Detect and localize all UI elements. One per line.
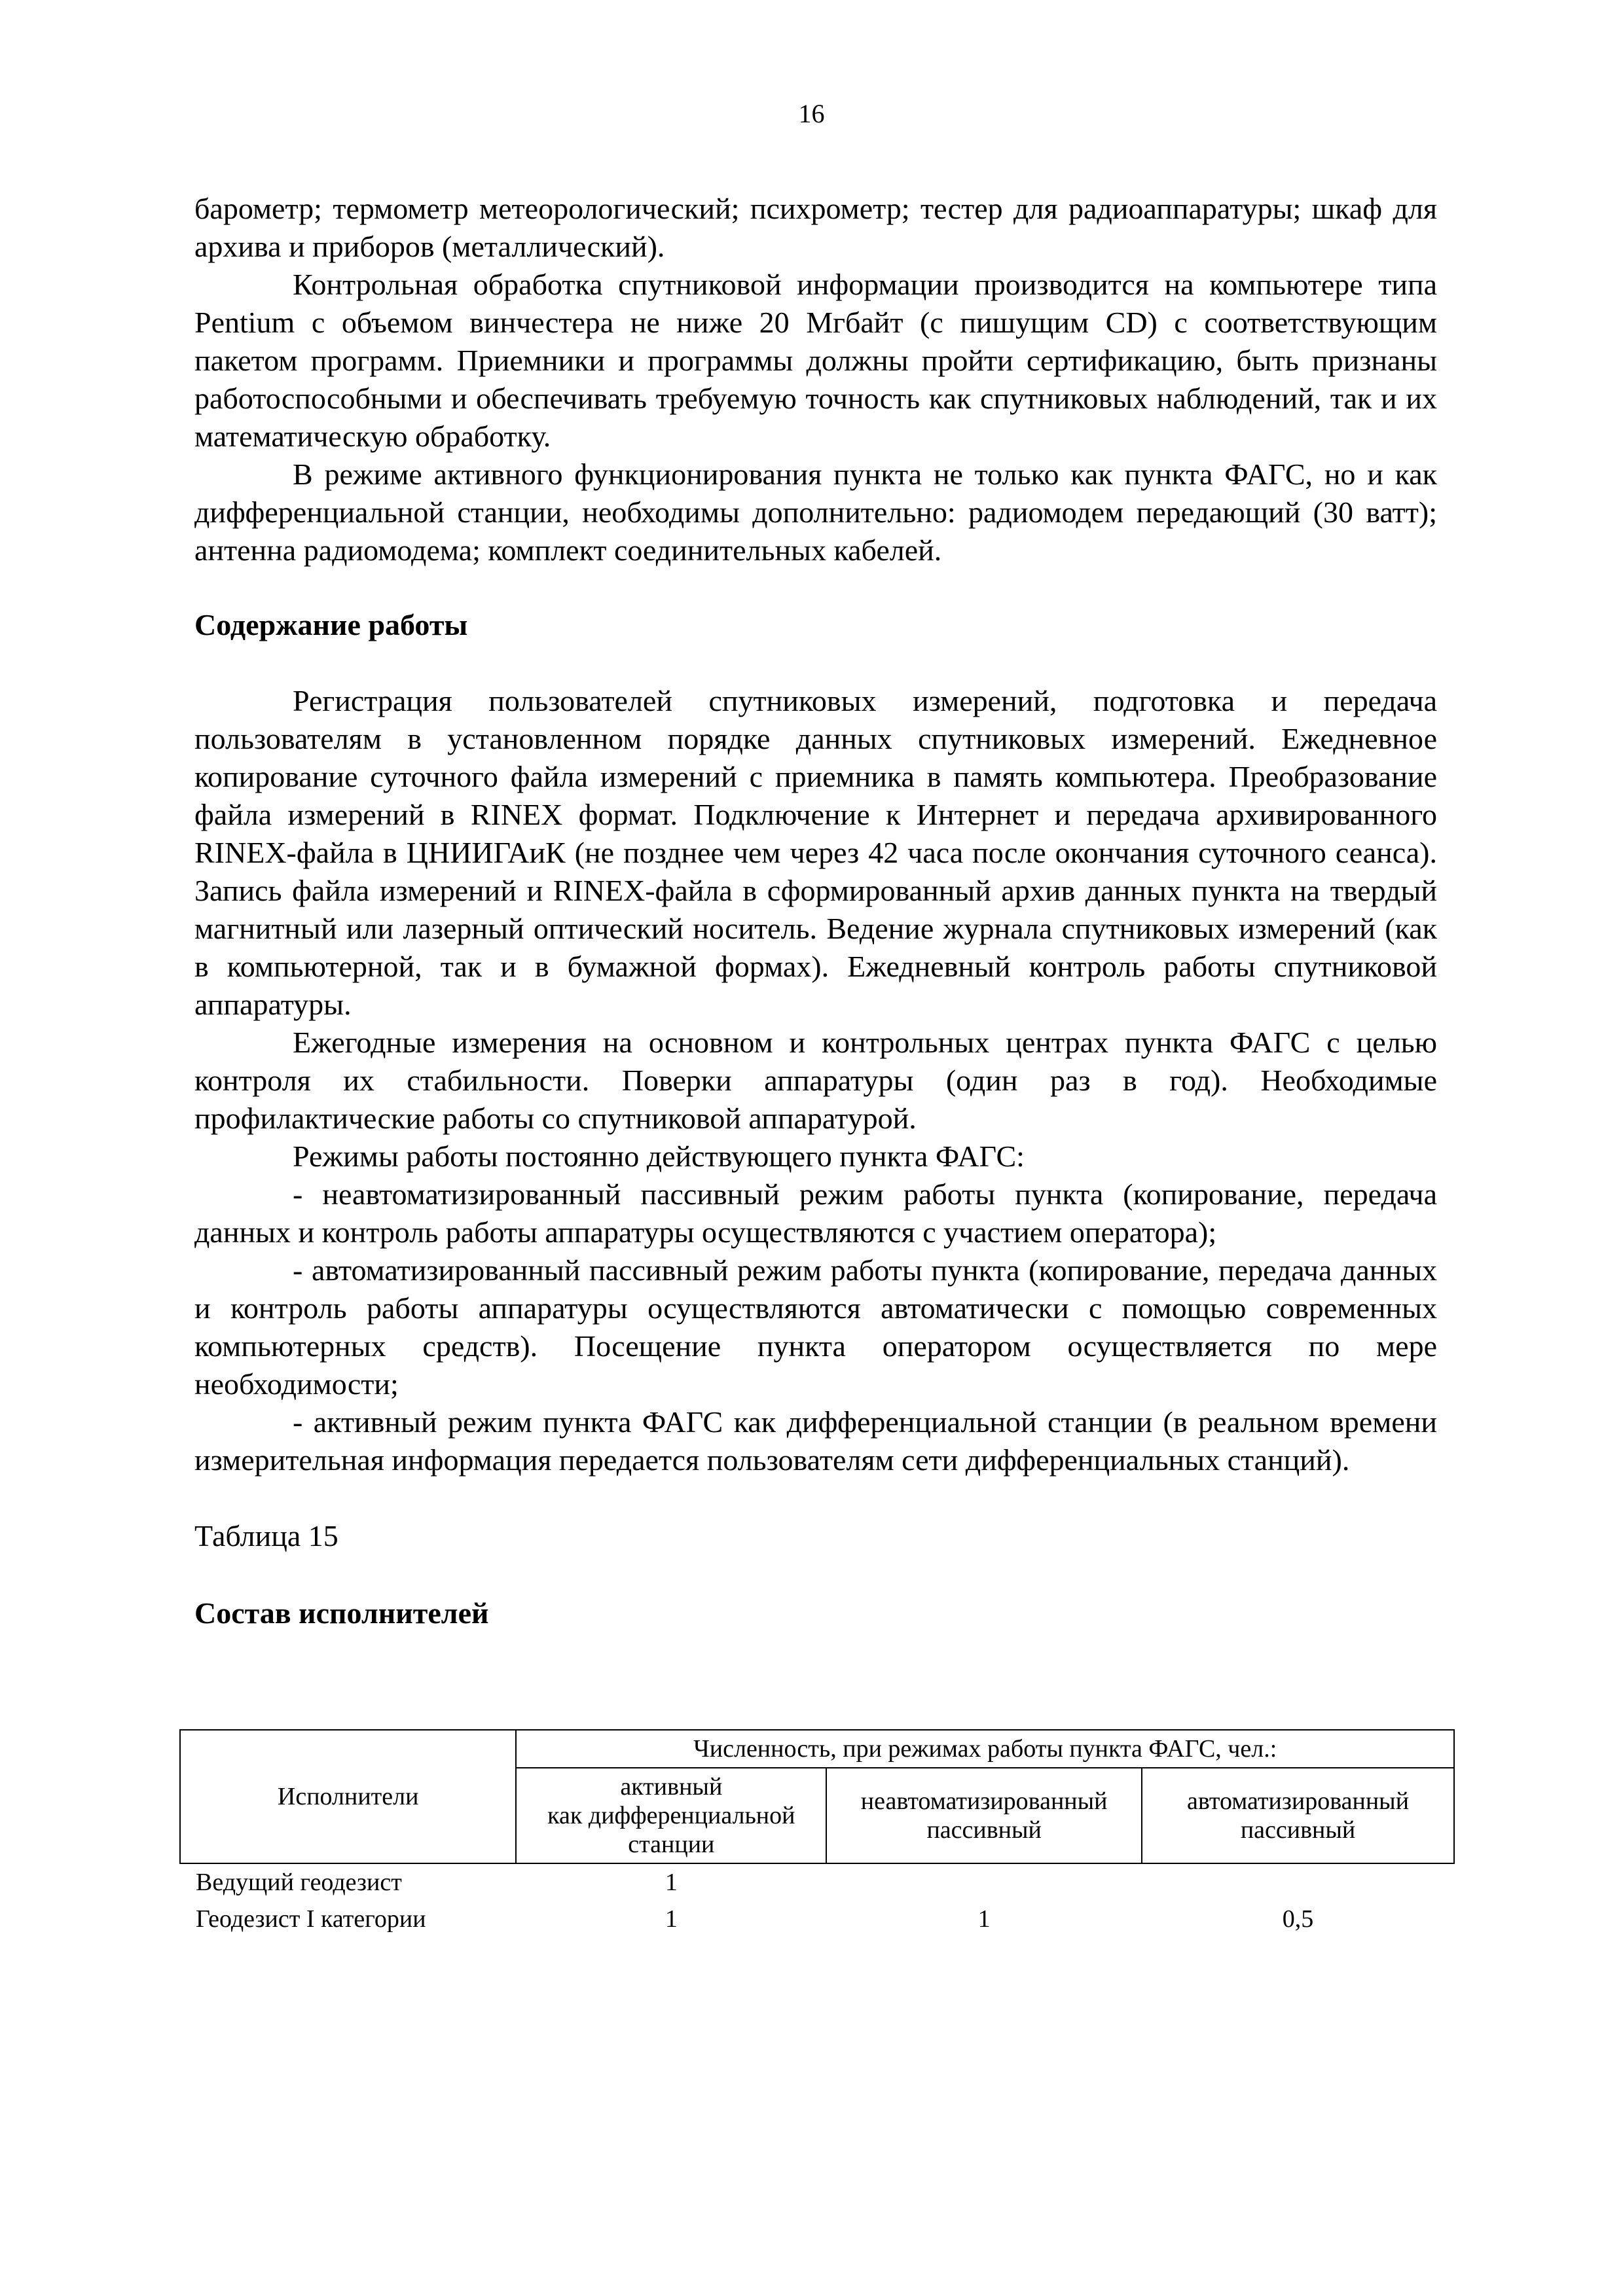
table-row bbox=[180, 1863, 1454, 1901]
table-row bbox=[180, 1901, 1454, 1937]
table-cell-name: Ведущий геодезист bbox=[196, 1869, 402, 1896]
table-cell-value: 1 bbox=[977, 1905, 991, 1933]
table-label: Таблица 15 bbox=[194, 1519, 338, 1552]
section-title: Содержание работы bbox=[194, 608, 468, 641]
list-item: - неавтоматизированный пассивный режим работы пункта (копирование, передача данных и контроль работы аппаратуры осуществляются с участием оператора); bbox=[194, 1177, 1437, 1249]
table-header-nonautomated: неавтоматизированный пассивный bbox=[826, 1768, 1142, 1863]
table-header-group: Численность, при режимах работы пункта ФАГС, чел.: bbox=[516, 1730, 1454, 1768]
paragraph: барометр; термометр метеорологический; психрометр; тестер для радиоаппаратуры; шкаф для архива и приборов (металлический). bbox=[194, 192, 1437, 263]
list-item: - автоматизированный пассивный режим работы пункта (копирование, передача данных и контроль работы аппаратуры осуществляются автоматически с помощью современных компьютерных средств). Посещение пункта оператором осуществляется по мере необходимости; bbox=[194, 1253, 1437, 1401]
table-cell-value bbox=[826, 1863, 1142, 1901]
table-cell-value: 1 bbox=[665, 1905, 678, 1933]
paragraph: Режимы работы постоянно действующего пункта ФАГС: bbox=[293, 1139, 1025, 1173]
table-header-row bbox=[180, 1730, 1454, 1768]
paragraph: Регистрация пользователей спутниковых измерений, подготовка и передача пользователям в установленном порядке данных спутниковых измерений. Ежедневное копирование суточного файла измерений с приемника в память компьютера. Преобразование файла измерений в RINEX формат. Подключение к Интернет и передача архивированного RINEX-файла в ЦНИИГАиК (не позднее чем через 42 часа после окончания суточного сеанса). Запись файла измерений и RINEX-файла в сформированный архив данных пункта на твердый магнитный или лазерный оптический носитель. Ведение журнала спутниковых измерений (как в компьютерной, так и в бумажной формах). Ежедневный контроль работы спутниковой аппаратуры. bbox=[194, 684, 1437, 1021]
table-title: Состав исполнителей bbox=[194, 1596, 489, 1630]
table-cell-value: 0,5 bbox=[1282, 1905, 1314, 1933]
staff-table bbox=[179, 1729, 1455, 1937]
paragraph: Ежегодные измерения на основном и контрольных центрах пункта ФАГС с целью контроля их стабильности. Поверки аппаратуры (один раз в год). Необходимые профилактические работы со спутниковой аппаратурой. bbox=[194, 1026, 1437, 1135]
staff-table-grid bbox=[179, 1729, 1455, 1937]
table-cell-value bbox=[1142, 1863, 1454, 1901]
table-cell-name: Геодезист I категории bbox=[196, 1905, 426, 1933]
page-number: 16 bbox=[798, 99, 825, 128]
list-item: - активный режим пункта ФАГС как дифференциальной станции (в реальном времени измерительная информация передается пользователям сети дифференциальных станций). bbox=[194, 1405, 1437, 1477]
paragraph: В режиме активного функционирования пункта не только как пункта ФАГС, но и как дифференциальной станции, необходимы дополнительно: радиомодем передающий (30 ватт); антенна радиомодема; комплект соединительных кабелей. bbox=[194, 457, 1437, 567]
body-text bbox=[194, 190, 1437, 1647]
table-cell-value: 1 bbox=[665, 1869, 678, 1896]
table-header-automated: автоматизированный пассивный bbox=[1142, 1768, 1454, 1863]
table-header-executors: Исполнители bbox=[180, 1730, 516, 1863]
table-header-active: активный как дифференциальной станции bbox=[516, 1768, 826, 1863]
paragraph: Контрольная обработка спутниковой информации производится на компьютере типа Pentium с объемом винчестера не ниже 20 Мгбайт (с пишущим CD) с соответствующим пакетом программ. Приемники и программы должны пройти сертификацию, быть признаны работоспособными и обеспечивать требуемую точность как спутниковых наблюдений, так и их математическую обработку. bbox=[194, 268, 1437, 453]
